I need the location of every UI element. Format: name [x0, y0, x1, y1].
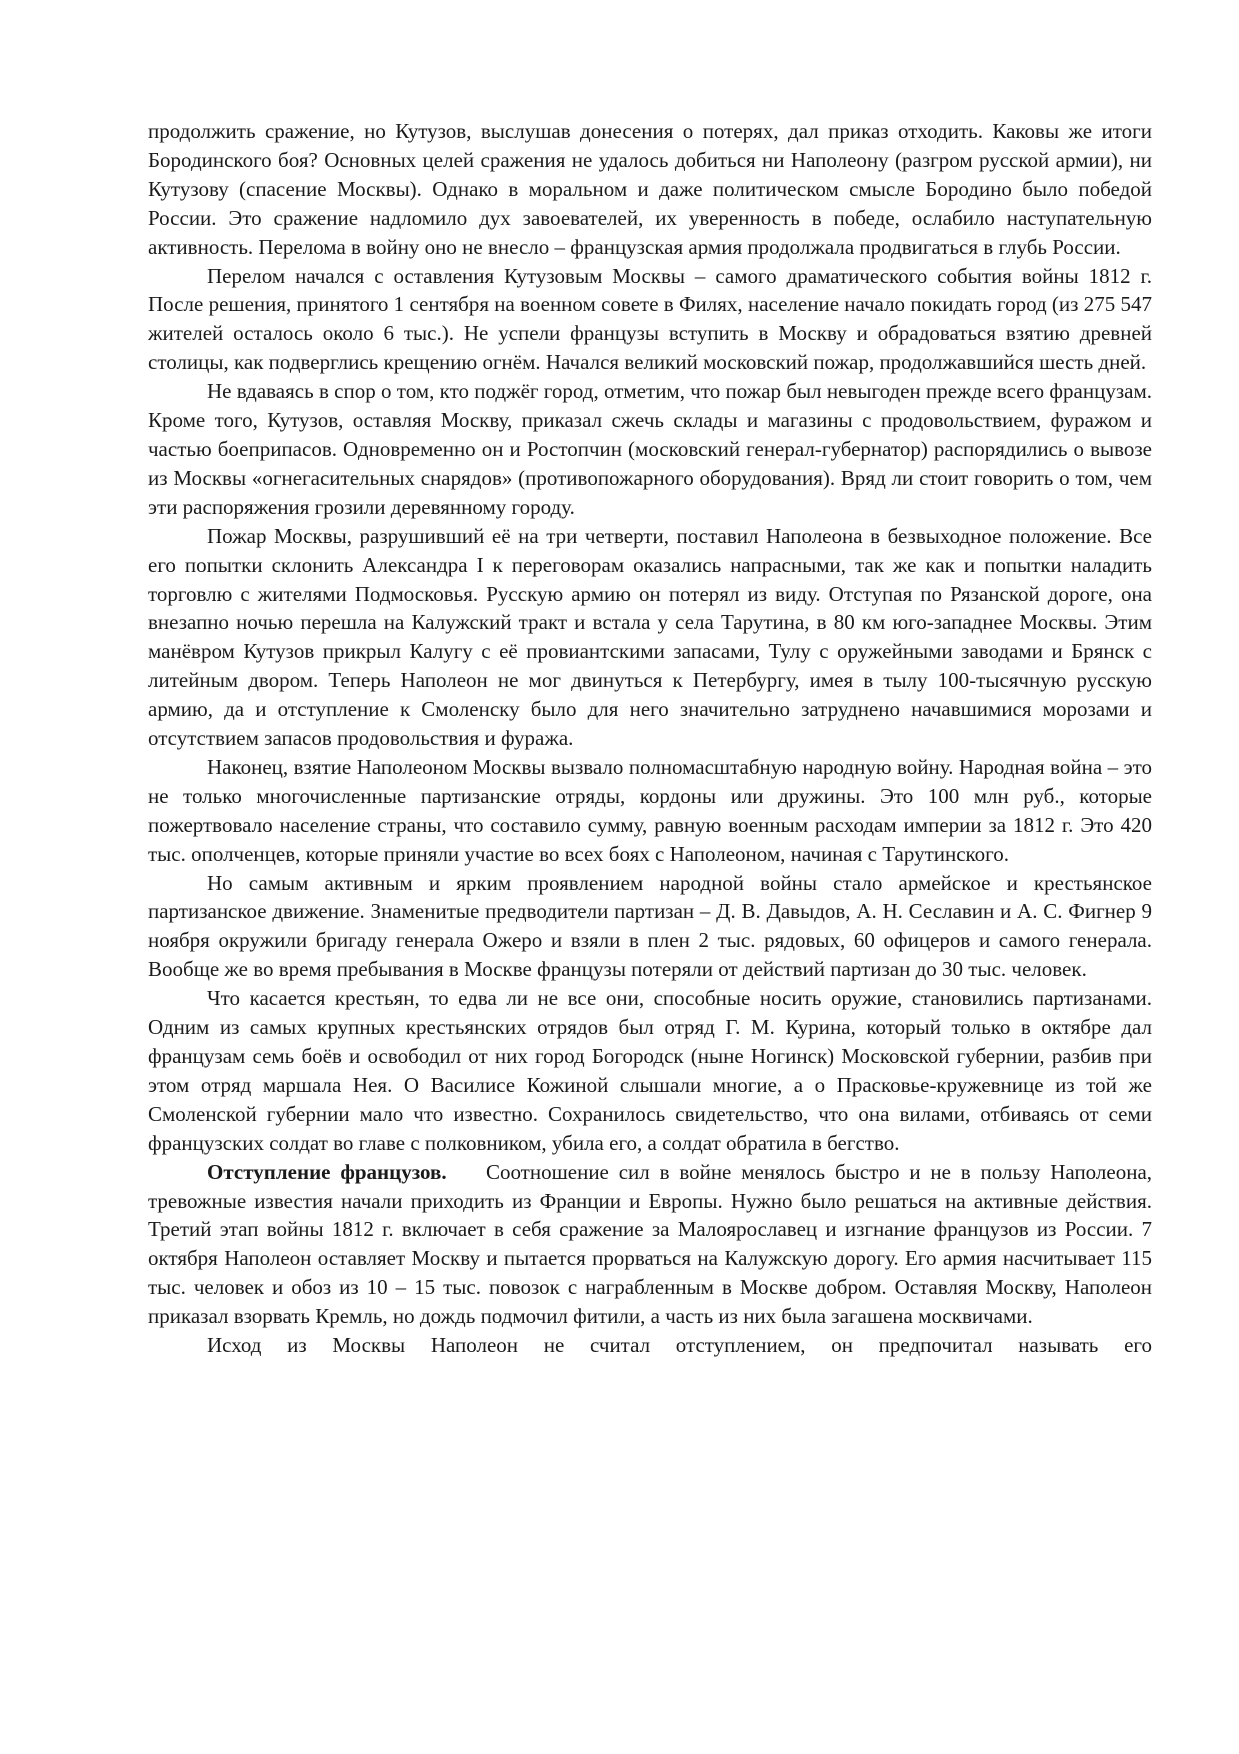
- retreat-text: Соотношение сил в войне менялось быстро и не в пользу Наполеона, тревожные известия начали приходить из Франции и Европы. Нужно было решаться на активные действия. Третий этап войны 1812 г. включает в себя сражение за Малоярославец и изгнание французов из России. 7 октября Наполеон оставляет Москву и пытается прорваться на Калужскую дорогу. Его армия насчитывает 115 тыс. человек и обоз из 10 – 15 тыс. повозок с награбленным в Москве добром. Оставляя Москву, Наполеон приказал взорвать Кремль, но дождь подмочил фитили, а часть из них была загашена москвичами.: [148, 1159, 1153, 1329]
- paragraph-partisans: Но самым активным и ярким проявлением народной войны стало армейское и крестьянское партизанское движение. Знаменитые предводители партизан – Д. В. Давыдов, А. Н. Сеславин и А. С. Фигнер 9 ноября окружили бригаду генерала Ожеро и взяли в плен 2 тыс. рядовых, 60 офицеров и самого генерала. Вообще же во время пребывания в Москве французы потеряли от действий партизан до 30 тыс. человек.: [148, 870, 1152, 982]
- paragraph-moscow-abandoned: Перелом начался с оставления Кутузовым Москвы – самого драматического события войны 1812 г. После решения, принятого 1 сентября на военном совете в Филях, население начало покидать город (из 275 547 жителей осталось около 6 тыс.). Не успели французы вступить в Москву и обрадоваться взятию древней столицы, как подверглись крещению огнём. Начался великий московский пожар, продолжавшийся шесть дней.: [148, 263, 1152, 375]
- paragraph-exit-from-moscow: Исход из Москвы Наполеон не считал отступлением, он предпочитал называть его: [207, 1333, 1152, 1358]
- paragraph-peasants: Что касается крестьян, то едва ли не все они, способные носить оружие, становились партизанами. Одним из самых крупных крестьянских отрядов был отряд Г. М. Курина, который только в октябре дал французам семь боёв и освободил от них город Богородск (ныне Ногинск) Московской губернии, разбив при этом отряд маршала Нея. О Василисе Кожиной слышали многие, а о Прасковье-кружевнице из той же Смоленской губернии мало что известно. Сохранилось свидетельство, что она вилами, отбиваясь от семи французских солдат во главе с полковником, убила его, а солдат обратила в бегство.: [148, 986, 1152, 1155]
- document-page: [148, 117, 1152, 1360]
- paragraph-moscow-fire: Не вдаваясь в спор о том, кто поджёг город, отметим, что пожар был невыгоден прежде всего французам. Кроме того, Кутузов, оставляя Москву, приказал сжечь склады и магазины с продовольствием, фуражом и частью боеприпасов. Одновременно он и Ростопчин (московский генерал-губернатор) распорядились о вывозе из Москвы «огнегасительных снарядов» (противопожарного оборудования). Вряд ли стоит говорить о том, чем эти распоряжения грозили деревянному городу.: [148, 379, 1152, 519]
- paragraph-peoples-war: Наконец, взятие Наполеоном Москвы вызвало полномасштабную народную войну. Народная война – это не только многочисленные партизанские отряды, кордоны или дружины. Это 100 млн руб., которые пожертвовало население страны, что составило сумму, равную военным расходам империи за 1812 г. Это 420 тыс. ополченцев, которые приняли участие во всех боях с Наполеоном, начиная с Тарутинского.: [148, 754, 1152, 866]
- paragraph-borodino-results: продолжить сражение, но Кутузов, выслушав донесения о потерях, дал приказ отходить. Каковы же итоги Бородинского боя? Основных целей сражения не удалось добиться ни Наполеону (разгром русской армии), ни Кутузову (спасение Москвы). Однако в моральном и даже политическом смысле Бородино было победой России. Это сражение надломило дух завоевателей, их уверенность в победе, ослабило наступательную активность. Перелома в войну оно не внесло – французская армия продолжала продвигаться в глубь России.: [148, 119, 1152, 259]
- paragraph-french-retreat: [148, 1158, 1152, 1331]
- section-heading-retreat: Отступление французов.: [207, 1159, 447, 1184]
- paragraph-napoleon-position: Пожар Москвы, разрушивший её на три четверти, поставил Наполеона в безвыходное положение. Все его попытки склонить Александра I к переговорам оказались напрасными, так же как и попытки наладить торговлю с жителями Подмосковья. Русскую армию он потерял из виду. Отступая по Рязанской дороге, она внезапно ночью перешла на Калужский тракт и встала у села Тарутина, в 80 км юго-западнее Москвы. Этим манёвром Кутузов прикрыл Калугу с её провиантскими запасами, Тулу с оружейными заводами и Брянск с литейным двором. Теперь Наполеон не мог двинуться к Петербургу, имея в тылу 100-тысячную русскую армию, да и отступление к Смоленску было для него значительно затруднено начавшимися морозами и отсутствием запасов продовольствия и фуража.: [148, 523, 1152, 751]
